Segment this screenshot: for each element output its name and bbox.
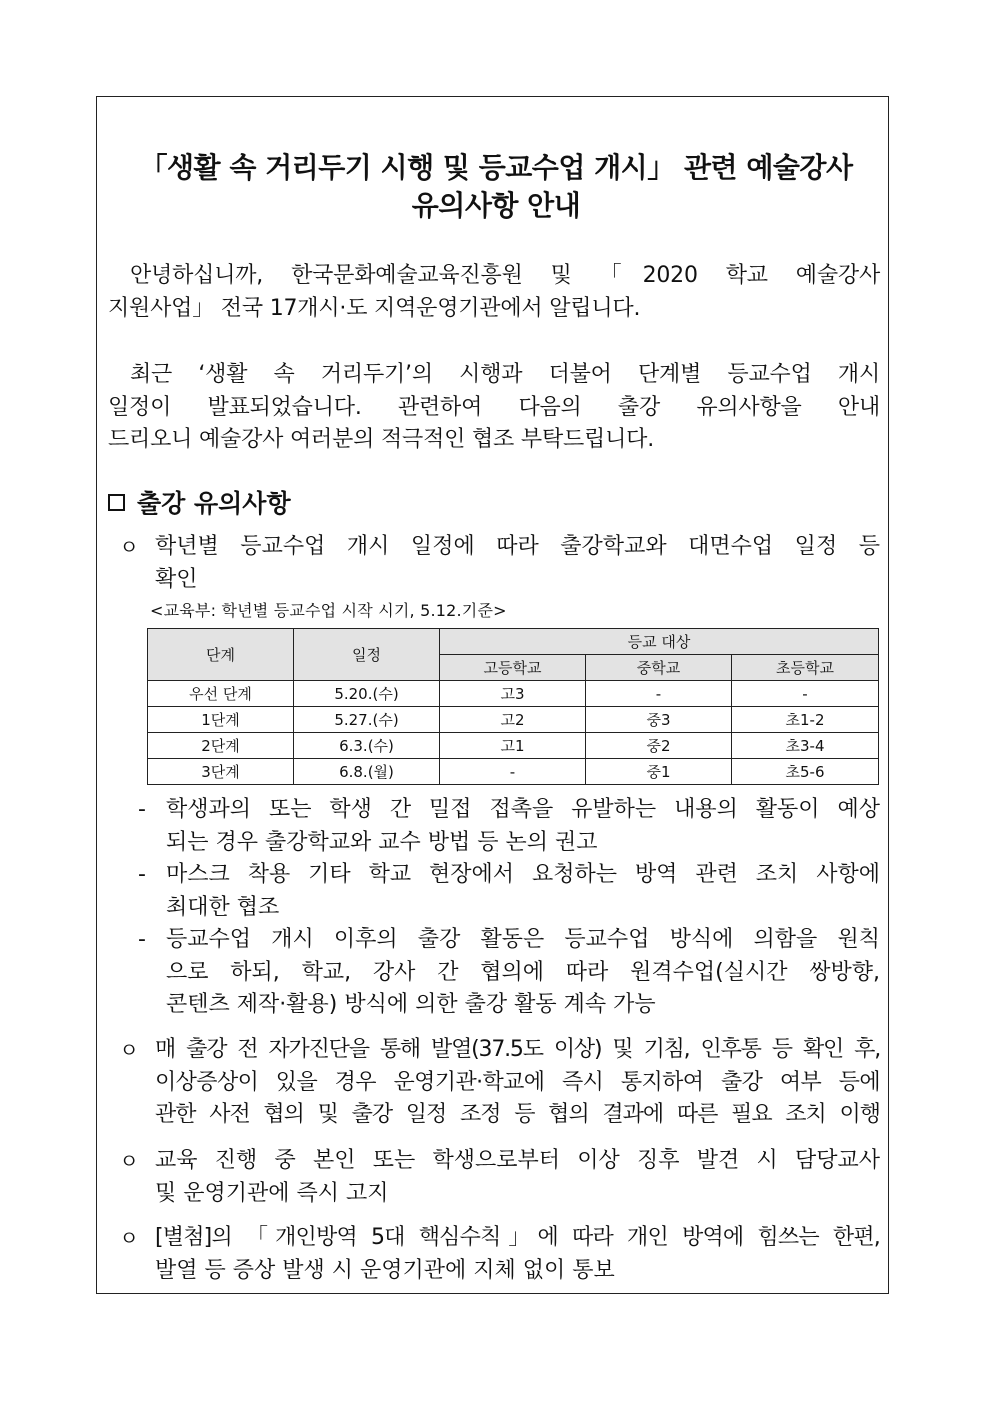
intro-paragraph [108,260,880,325]
dash-2-line2: 최대한 협조 [166,894,280,920]
school-schedule-table [147,628,879,785]
cell-high: - [440,759,586,785]
cell-stage: 1단계 [148,707,294,733]
bullet-4-line1: [별첨]의 「개인방역 5대 핵심수칙」에 따라 개인 방역에 힘쓰는 한편, [155,1225,880,1250]
notice-paragraph [108,359,880,457]
table-row [148,707,879,733]
header-stage: 단계 [148,629,294,681]
bullet-1-line2: 확인 [155,566,198,592]
circle-bullet-icon: ㅇ [119,1149,139,1173]
dash-3-line1: 등교수업 개시 이후의 출강 활동은 등교수업 방식에 의함을 원칙 [166,927,880,952]
cell-high: 고2 [440,707,586,733]
dash-bullet: - [138,927,146,952]
bullet-2-line3: 관한 사전 협의 및 출강 일정 조정 등 협의 결과에 따른 필요 조치 이행 [155,1102,880,1127]
cell-stage: 3단계 [148,759,294,785]
bullet-2-line2: 이상증상이 있을 경우 운영기관·학교에 즉시 통지하여 출강 여부 등에 [155,1069,880,1095]
cell-elementary: 초5-6 [732,759,879,785]
bullet-4-line2: 발열 등 증상 발생 시 운영기관에 지체 없이 통보 [155,1257,615,1283]
notice-line1: 최근 ‘생활 속 거리두기’의 시행과 더불어 단계별 등교수업 개시 [130,362,880,387]
bullet-item-4 [118,1222,880,1287]
cell-middle: 중3 [586,707,732,733]
bullet-item-2 [118,1034,880,1132]
header-target: 등교 대상 [440,629,879,655]
checkbox-square-icon [108,494,125,511]
circle-bullet-icon: ㅇ [119,1038,139,1062]
header-middle-school: 중학교 [586,655,732,681]
cell-date: 6.3.(수) [294,733,440,759]
cell-middle: - [586,681,732,707]
cell-elementary: 초3-4 [732,733,879,759]
document-title-line2: 유의사항 안내 [411,189,581,222]
dash-1-line2: 되는 경우 출강학교와 교수 방법 등 논의 권고 [166,829,598,855]
bullet-3-line1: 교육 진행 중 본인 또는 학생으로부터 이상 징후 발견 시 담당교사 [155,1148,880,1173]
notice-line3: 드리오니 예술강사 여러분의 적극적인 협조 부탁드립니다. [108,427,655,452]
circle-bullet-icon: ㅇ [119,1226,139,1250]
cell-date: 5.20.(수) [294,681,440,707]
header-date: 일정 [294,629,440,681]
cell-middle: 중1 [586,759,732,785]
intro-line2: 지원사업」 전국 17개시·도 지역운영기관에서 알립니다. [108,295,641,321]
cell-high: 고3 [440,681,586,707]
cell-middle: 중2 [586,733,732,759]
dash-3-line2: 으로 하되, 학교, 강사 간 협의에 따라 원격수업(실시간 쌍방향, [166,959,880,985]
dash-item-2 [138,859,880,924]
dash-1-line1: 학생과의 또는 학생 간 밀접 접촉을 유발하는 내용의 활동이 예상 [166,797,880,822]
dash-2-line1: 마스크 착용 기타 학교 현장에서 요청하는 방역 관련 조치 사항에 [166,862,880,887]
cell-stage: 2단계 [148,733,294,759]
dash-bullet: - [138,797,146,822]
header-high-school: 고등학교 [440,655,586,681]
table-caption: <교육부: 학년별 등교수업 시작 시기, 5.12.기준> [150,601,507,620]
table-row [148,733,879,759]
dash-item-1 [138,794,880,859]
bullet-item-1 [118,531,880,596]
bullet-2-line1: 매 출강 전 자가진단을 통해 발열(37.5도 이상) 및 기침, 인후통 등 확인 후, [155,1037,880,1062]
section-heading [108,484,291,520]
cell-date: 6.8.(월) [294,759,440,785]
table-row [148,759,879,785]
bullet-3-line2: 및 운영기관에 즉시 고지 [155,1180,389,1206]
bullet-1-line1: 학년별 등교수업 개시 일정에 따라 출강학교와 대면수업 일정 등 [155,534,880,559]
cell-high: 고1 [440,733,586,759]
circle-bullet-icon: ㅇ [119,535,139,559]
cell-elementary: - [732,681,879,707]
document-title-line1: 「생활 속 거리두기 시행 및 등교수업 개시」 관련 예술강사 [139,151,853,184]
table-row [148,681,879,707]
cell-stage: 우선 단계 [148,681,294,707]
notice-line2: 일정이 발표되었습니다. 관련하여 다음의 출강 유의사항을 안내 [108,394,880,420]
dash-bullet: - [138,862,146,887]
header-elementary-school: 초등학교 [732,655,879,681]
dash-item-3 [138,924,880,1022]
intro-line1: 안녕하십니까, 한국문화예술교육진흥원 및 「2020 학교 예술강사 [130,263,880,288]
section-heading-text: 출강 유의사항 [137,489,291,518]
cell-date: 5.27.(수) [294,707,440,733]
cell-elementary: 초1-2 [732,707,879,733]
dash-3-line3: 콘텐츠 제작·활용) 방식에 의한 출강 활동 계속 가능 [166,992,656,1017]
bullet-item-3 [118,1145,880,1210]
